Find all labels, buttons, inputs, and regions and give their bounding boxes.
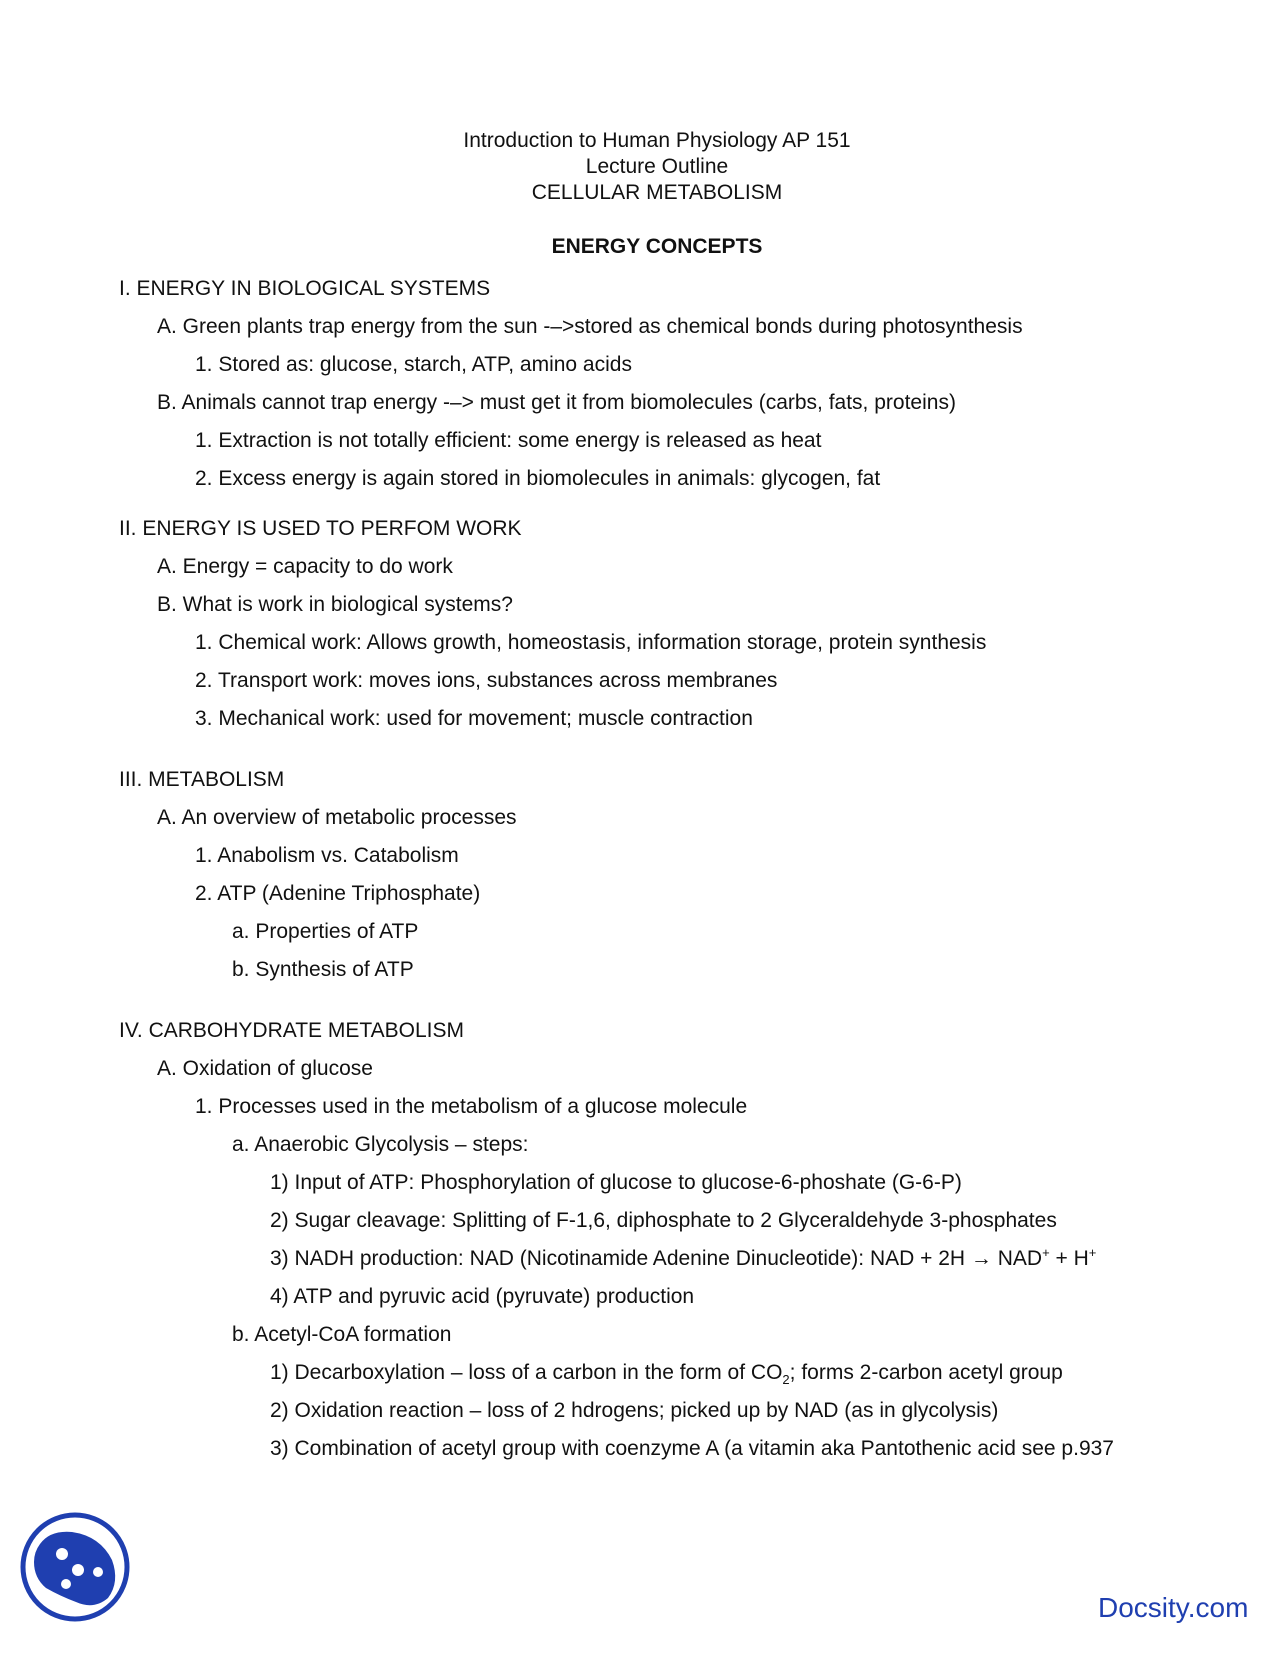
outline-item: 3) Combination of acetyl group with coenzyme A (a vitamin aka Pantothenic acid see p.937	[270, 1437, 1114, 1460]
outline-topic: CELLULAR METABOLISM	[531, 181, 783, 204]
outline-kind: Lecture Outline	[585, 155, 729, 178]
outline-item: A. Oxidation of glucose	[157, 1057, 373, 1080]
outline-item: 1) Input of ATP: Phosphorylation of glucose to glucose-6-phoshate (G-6-P)	[270, 1171, 962, 1194]
section-title: ENERGY CONCEPTS	[551, 235, 763, 258]
course-title: Introduction to Human Physiology AP 151	[463, 129, 851, 152]
outline-item: 2. Transport work: moves ions, substances across membranes	[195, 669, 778, 692]
outline-heading: II. ENERGY IS USED TO PERFOM WORK	[119, 517, 522, 540]
item-text: ; forms 2-carbon acetyl group	[789, 1361, 1063, 1384]
outline-heading: III. METABOLISM	[119, 768, 285, 791]
outline-item: 1. Processes used in the metabolism of a glucose molecule	[195, 1095, 748, 1118]
outline-item: A. An overview of metabolic processes	[157, 806, 517, 829]
outline-item: 1. Extraction is not totally efficient: some energy is released as heat	[195, 429, 822, 452]
outline-item: 1. Anabolism vs. Catabolism	[195, 844, 459, 867]
outline-item: B. What is work in biological systems?	[157, 593, 513, 616]
equation-text: 3) NADH production: NAD (Nicotinamide Adenine Dinucleotide): NAD + 2H → NAD	[270, 1247, 1043, 1270]
docsity-logo-icon	[20, 1512, 130, 1622]
outline-item	[270, 1360, 1063, 1386]
superscript-plus: +	[1088, 1245, 1097, 1260]
outline-item: a. Properties of ATP	[232, 920, 419, 943]
outline-item: 3. Mechanical work: used for movement; muscle contraction	[195, 707, 753, 730]
item-text: 1) Decarboxylation – loss of a carbon in the form of CO	[270, 1361, 783, 1384]
equation-text: + H	[1049, 1247, 1089, 1270]
outline-item: 1. Chemical work: Allows growth, homeostasis, information storage, protein synthesis	[195, 631, 987, 654]
outline-heading: IV. CARBOHYDRATE METABOLISM	[119, 1019, 465, 1042]
outline-item: 4) ATP and pyruvic acid (pyruvate) production	[270, 1285, 695, 1308]
outline-item: a. Anaerobic Glycolysis – steps:	[232, 1133, 529, 1156]
outline-item: A. Green plants trap energy from the sun -–>stored as chemical bonds during photosynthesis	[157, 315, 1023, 338]
outline-item	[270, 1246, 1096, 1272]
outline-heading: I. ENERGY IN BIOLOGICAL SYSTEMS	[119, 277, 491, 300]
outline-item: b. Acetyl-CoA formation	[232, 1323, 452, 1346]
superscript-plus: +	[1042, 1245, 1050, 1260]
outline-item: 1. Stored as: glucose, starch, ATP, amino acids	[195, 353, 632, 376]
outline-item: 2. ATP (Adenine Triphosphate)	[195, 882, 481, 905]
outline-item: b. Synthesis of ATP	[232, 958, 414, 981]
outline-item: 2) Oxidation reaction – loss of 2 hdrogens; picked up by NAD (as in glycolysis)	[270, 1399, 999, 1422]
docsity-brand-link[interactable]: Docsity.com	[1098, 1592, 1249, 1623]
document-header	[0, 128, 1280, 206]
subscript-two: 2	[782, 1372, 790, 1388]
outline-item: 2. Excess energy is again stored in biomolecules in animals: glycogen, fat	[195, 467, 881, 490]
outline-item: A. Energy = capacity to do work	[157, 555, 453, 578]
outline-item: 2) Sugar cleavage: Splitting of F-1,6, diphosphate to 2 Glyceraldehyde 3-phosphates	[270, 1209, 1057, 1232]
outline-item: B. Animals cannot trap energy -–> must get it from biomolecules (carbs, fats, proteins)	[157, 391, 956, 414]
